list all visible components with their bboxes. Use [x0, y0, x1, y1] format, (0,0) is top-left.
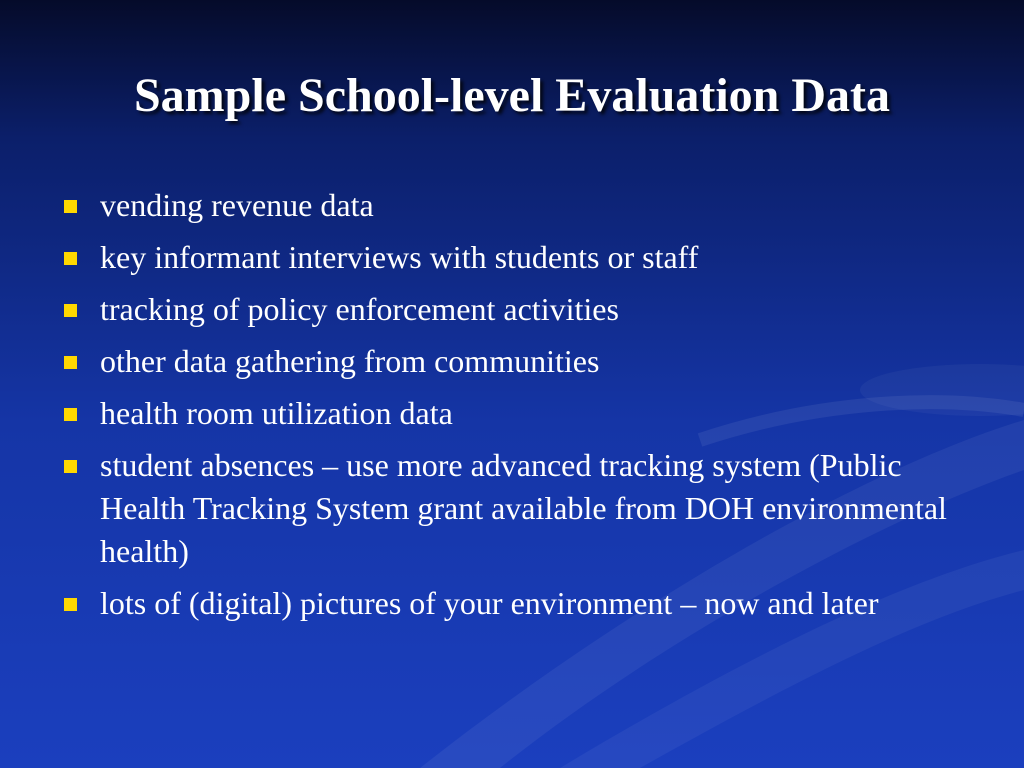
bullet-list: [60, 184, 960, 634]
bullet-text: tracking of policy enforcement activities: [100, 291, 619, 327]
bullet-text: vending revenue data: [100, 187, 374, 223]
bullet-text: student absences – use more advanced tracking system (Public Health Tracking System grant available from DOH environmental health): [100, 447, 947, 569]
list-item: [60, 340, 960, 383]
bullet-text: other data gathering from communities: [100, 343, 600, 379]
slide-title: Sample School-level Evaluation Data: [133, 69, 891, 122]
list-item: [60, 236, 960, 279]
bullet-text: key informant interviews with students or staff: [100, 239, 699, 275]
list-item: [60, 288, 960, 331]
square-bullet-icon: [64, 304, 77, 317]
square-bullet-icon: [64, 252, 77, 265]
list-item: [60, 392, 960, 435]
bullet-text: health room utilization data: [100, 395, 453, 431]
square-bullet-icon: [64, 356, 77, 369]
square-bullet-icon: [64, 200, 77, 213]
list-item: [60, 582, 960, 625]
list-item: [60, 184, 960, 227]
bullet-text: lots of (digital) pictures of your environment – now and later: [100, 585, 879, 621]
square-bullet-icon: [64, 598, 77, 611]
square-bullet-icon: [64, 408, 77, 421]
list-item: [60, 444, 960, 573]
square-bullet-icon: [64, 460, 77, 473]
